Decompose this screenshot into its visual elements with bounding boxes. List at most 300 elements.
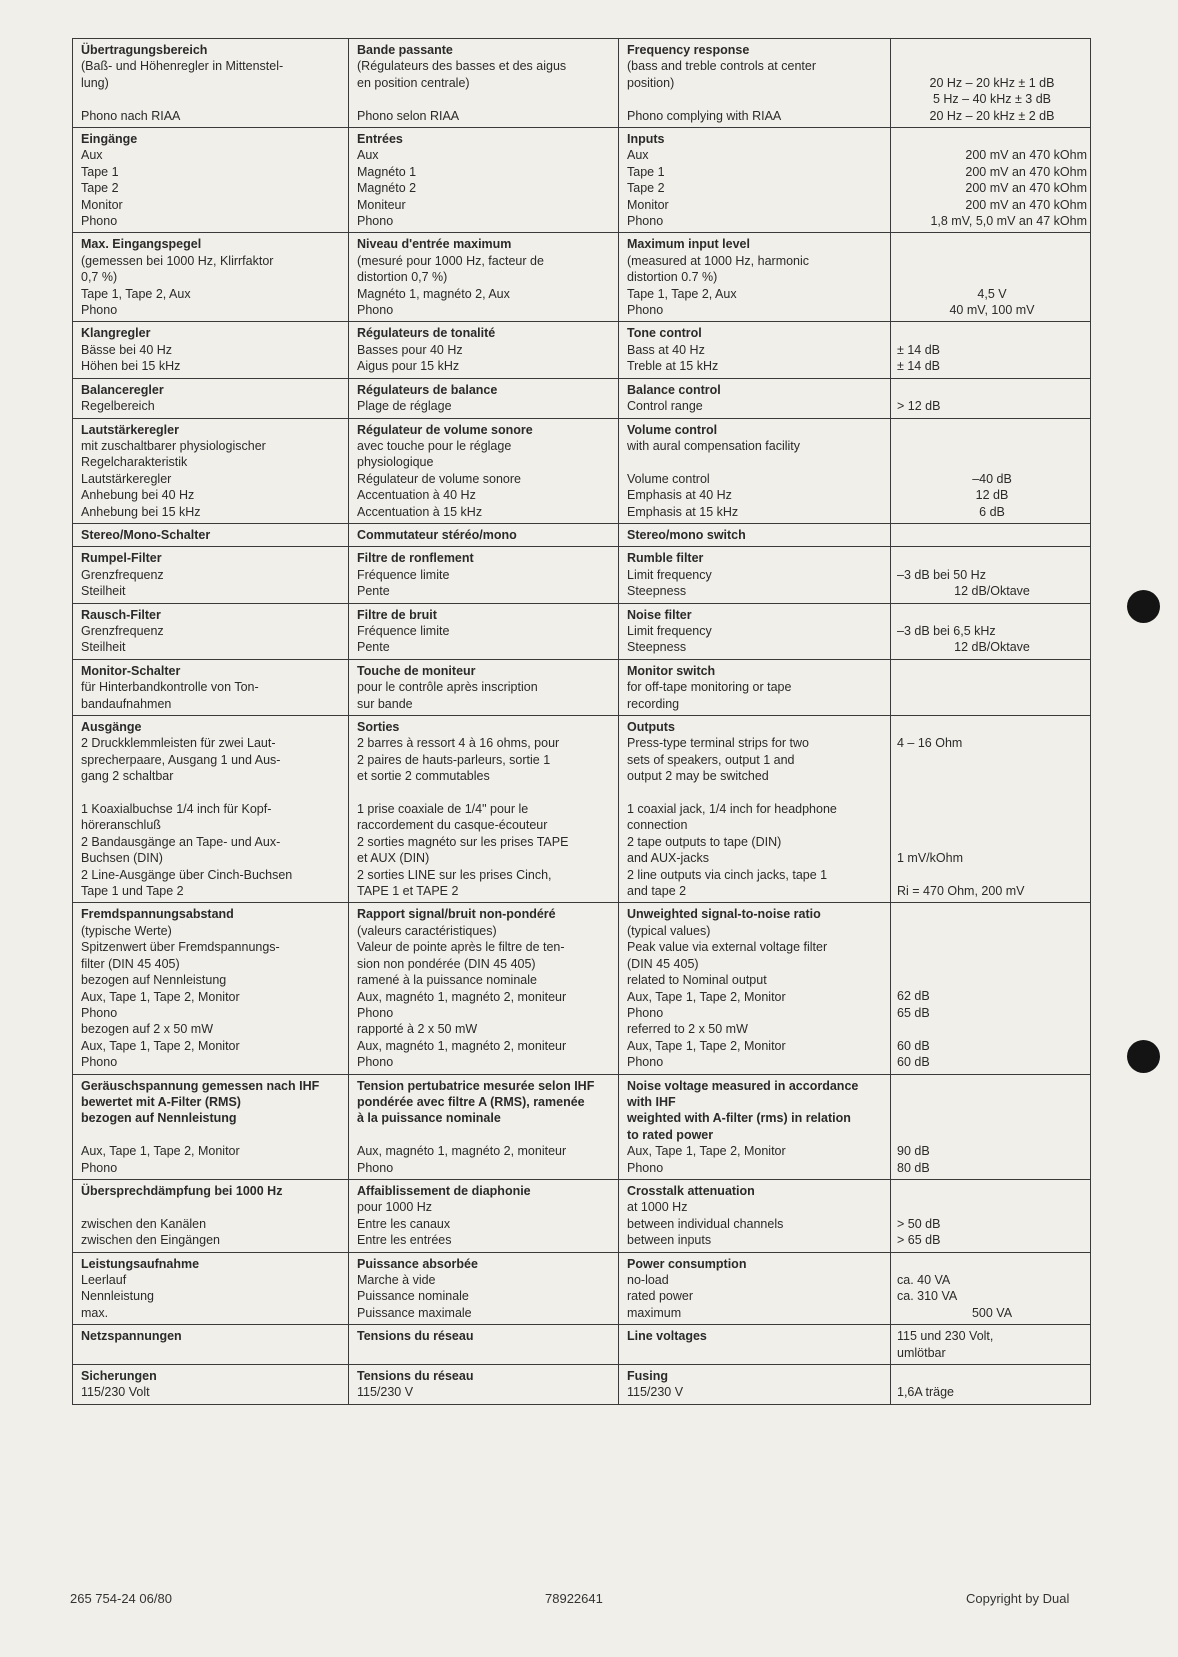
french-cell [349, 1074, 619, 1179]
spec-heading: Übertragungsbereich [81, 43, 208, 57]
spec-line: 2 Druckklemmleisten für zwei Laut- [81, 736, 276, 751]
french-cell [349, 128, 619, 233]
english-cell [619, 1074, 891, 1179]
german-cell [73, 322, 349, 378]
spec-line: connection [627, 818, 688, 833]
spec-heading: Affaiblissement de diaphonie [357, 1183, 531, 1198]
spec-value: –3 dB bei 50 Hz [897, 567, 986, 582]
spec-line: Phono [357, 214, 394, 229]
spec-line: Treble at 15 kHz [627, 359, 719, 374]
spec-heading: Monitor switch [627, 663, 716, 678]
spec-heading: Übersprechdämpfung bei 1000 Hz [81, 1183, 283, 1198]
spec-value [897, 422, 1087, 438]
footer-part-number: 265 754-24 06/80 [70, 1591, 172, 1606]
spec-heading: Fremdspannungsabstand [81, 907, 234, 922]
spec-heading: Noise filter [627, 607, 692, 622]
english-cell [619, 418, 891, 523]
spec-line: Aux [627, 148, 649, 163]
french-cell [349, 1365, 619, 1405]
spec-row [73, 659, 1091, 715]
spec-line: Fréquence limite [357, 623, 450, 638]
value-cell [891, 659, 1091, 715]
spec-line: 2 tape outputs to tape (DIN) [627, 834, 782, 849]
spec-line: 2 Line-Ausgänge über Cinch-Buchsen [81, 867, 293, 882]
spec-heading: Outputs [627, 720, 675, 735]
spec-line [357, 785, 612, 801]
spec-line: Aux, Tape 1, Tape 2, Monitor [81, 1144, 240, 1159]
spec-heading: Régulateur de volume sonore [357, 422, 533, 437]
spec-value [897, 607, 1087, 623]
german-cell [73, 128, 349, 233]
spec-line: distortion 0.7 %) [627, 270, 718, 285]
spec-line [627, 91, 884, 107]
spec-line: Leerlauf [81, 1273, 127, 1287]
spec-line: mit zuschaltbarer physiologischer [81, 438, 266, 453]
spec-heading: Tone control [627, 326, 702, 341]
value-cell [891, 1365, 1091, 1405]
german-cell [73, 39, 349, 128]
spec-line: Accentuation à 15 kHz [357, 504, 483, 519]
spec-heading: Balance control [627, 382, 721, 397]
spec-line: Bass at 40 Hz [627, 342, 705, 357]
spec-line: (typical values) [627, 923, 711, 938]
spec-line: Phono [357, 1005, 394, 1020]
spec-value [897, 382, 1087, 398]
spec-line: 2 Bandausgänge an Tape- und Aux- [81, 834, 281, 849]
spec-line: et AUX (DIN) [357, 851, 430, 866]
spec-value: ca. 40 VA [897, 1272, 951, 1287]
spec-row [73, 547, 1091, 603]
spec-heading: Stereo/Mono-Schalter [81, 527, 211, 542]
spec-line: sets of speakers, output 1 and [627, 752, 795, 767]
spec-line: avec touche pour le réglage [357, 438, 512, 453]
french-cell [349, 1325, 619, 1365]
spec-line: (Régulateurs des basses et des aigus [357, 59, 567, 74]
spec-value [897, 923, 1087, 939]
spec-line: 1 prise coaxiale de 1/4" pour le [357, 802, 529, 817]
spec-line: Phono selon RIAA [357, 108, 460, 123]
spec-heading: Klangregler [81, 326, 151, 341]
spec-heading: Rapport signal/bruit non-pondéré [357, 907, 556, 922]
spec-value [897, 550, 1087, 566]
value-cell [891, 378, 1091, 418]
spec-row [73, 903, 1091, 1074]
spec-line: pour 1000 Hz [357, 1200, 433, 1215]
spec-line: at 1000 Hz [627, 1200, 688, 1215]
spec-line: Aigus pour 15 kHz [357, 359, 460, 374]
spec-value [897, 956, 1087, 972]
german-cell [73, 418, 349, 523]
spec-line: Tape 1 und Tape 2 [81, 884, 184, 899]
spec-line: Steilheit [81, 640, 126, 655]
spec-line: Regelbereich [81, 399, 155, 414]
spec-heading: Entrées [357, 132, 403, 147]
spec-line: Phono [81, 1160, 118, 1175]
spec-value: 200 mV an 470 kOhm [965, 181, 1087, 196]
spec-line: (gemessen bei 1000 Hz, Klirrfaktor [81, 253, 274, 268]
spec-row [73, 523, 1091, 546]
spec-line: and AUX-jacks [627, 851, 709, 866]
english-cell [619, 523, 891, 546]
spec-value [897, 972, 1087, 988]
german-cell [73, 1074, 349, 1179]
spec-line: Phono [627, 1160, 664, 1175]
spec-line [81, 91, 342, 107]
german-cell [73, 659, 349, 715]
spec-line: Phono [627, 1055, 664, 1070]
english-cell [619, 603, 891, 659]
spec-line: Limit frequency [627, 623, 712, 638]
spec-value [897, 1094, 1087, 1110]
spec-heading: Sicherungen [81, 1369, 157, 1384]
spec-line: Grenzfrequenz [81, 623, 164, 638]
spec-line: pour le contrôle après inscription [357, 680, 538, 695]
spec-line: Phono [627, 303, 664, 318]
spec-line: (mesuré pour 1000 Hz, facteur de [357, 253, 544, 268]
spec-heading: Filtre de bruit [357, 607, 437, 622]
spec-line: Fréquence limite [357, 567, 450, 582]
spec-line: Grenzfrequenz [81, 567, 164, 582]
german-cell [73, 233, 349, 322]
spec-heading: to rated power [627, 1127, 714, 1142]
spec-line: Limit frequency [627, 567, 712, 582]
value-cell [891, 716, 1091, 903]
value-cell [891, 128, 1091, 233]
spec-heading: Leistungsaufnahme [81, 1256, 200, 1271]
spec-value: 12 dB/Oktave [954, 584, 1030, 599]
spec-row [73, 1252, 1091, 1325]
spec-line: Phono [357, 1055, 394, 1070]
spec-line: for off-tape monitoring or tape [627, 680, 792, 695]
german-cell [73, 903, 349, 1074]
spec-value [897, 438, 1087, 454]
spec-line [357, 91, 612, 107]
spec-line: für Hinterbandkontrolle von Ton- [81, 680, 259, 695]
spec-heading: weighted with A-filter (rms) in relation [627, 1111, 851, 1126]
spec-line: 1 coaxial jack, 1/4 inch for headphone [627, 802, 837, 817]
spec-row [73, 233, 1091, 322]
spec-line: 2 line outputs via cinch jacks, tape 1 [627, 867, 828, 882]
spec-heading: Unweighted signal-to-noise ratio [627, 907, 821, 922]
spec-heading: Noise voltage measured in accordance [627, 1078, 859, 1093]
value-cell [891, 603, 1091, 659]
spec-line: zwischen den Eingängen [81, 1233, 220, 1248]
english-cell [619, 39, 891, 128]
spec-line: gang 2 schaltbar [81, 769, 174, 784]
spec-value [897, 454, 1087, 470]
english-cell [619, 716, 891, 903]
spec-line: Tape 1, Tape 2, Aux [81, 286, 191, 301]
spec-line: sion non pondérée (DIN 45 405) [357, 956, 536, 971]
spec-line: maximum [627, 1305, 682, 1320]
spec-line: output 2 may be switched [627, 769, 769, 784]
spec-line: between inputs [627, 1233, 712, 1248]
french-cell [349, 1179, 619, 1252]
spec-line: 2 sorties magnéto sur les prises TAPE [357, 834, 569, 849]
spec-heading: à la puissance nominale [357, 1111, 501, 1126]
spec-line: Basses pour 40 Hz [357, 342, 463, 357]
spec-line: filter (DIN 45 405) [81, 956, 180, 971]
german-cell [73, 603, 349, 659]
specifications-table [72, 38, 1091, 1405]
english-cell [619, 903, 891, 1074]
english-cell [619, 233, 891, 322]
value-cell [891, 1074, 1091, 1179]
spec-heading: Touche de moniteur [357, 663, 476, 678]
spec-line: Tape 1, Tape 2, Aux [627, 286, 737, 301]
spec-line: lung) [81, 75, 109, 90]
spec-value [897, 236, 1087, 252]
spec-line: Phono nach RIAA [81, 108, 181, 123]
spec-line: Spitzenwert über Fremdspannungs- [81, 940, 280, 955]
spec-heading: Line voltages [627, 1329, 707, 1344]
spec-heading: Volume control [627, 422, 718, 437]
french-cell [349, 716, 619, 903]
spec-value [897, 906, 1087, 922]
spec-value: > 65 dB [897, 1233, 941, 1248]
german-cell [73, 378, 349, 418]
spec-line: referred to 2 x 50 mW [627, 1022, 748, 1037]
spec-line: Regelcharakteristik [81, 455, 188, 470]
spec-heading: Tension pertubatrice mesurée selon IHF [357, 1078, 595, 1093]
spec-line: with aural compensation facility [627, 438, 800, 453]
spec-line: Régulateur de volume sonore [357, 471, 521, 486]
spec-value [897, 817, 1087, 833]
german-cell [73, 1325, 349, 1365]
french-cell [349, 378, 619, 418]
spec-value: 90 dB [897, 1144, 930, 1159]
spec-value [897, 1256, 1087, 1272]
spec-value: 500 VA [971, 1305, 1013, 1320]
spec-value [897, 768, 1087, 784]
spec-row [73, 1325, 1091, 1365]
spec-value [897, 719, 1087, 735]
spec-value: 6 dB [979, 504, 1005, 519]
spec-value: ± 14 dB [897, 359, 940, 374]
spec-line: raccordement du casque-écouteur [357, 818, 548, 833]
spec-line: Entre les entrées [357, 1233, 452, 1248]
spec-heading: Netzspannungen [81, 1329, 182, 1344]
spec-value: 20 Hz – 20 kHz ± 1 dB [929, 75, 1055, 90]
german-cell [73, 1365, 349, 1405]
spec-heading: Rumble filter [627, 551, 704, 566]
spec-line: en position centrale) [357, 75, 470, 90]
spec-line: Magnéto 1 [357, 164, 417, 179]
french-cell [349, 547, 619, 603]
spec-heading: Balanceregler [81, 382, 164, 397]
spec-line: Anhebung bei 15 kHz [81, 504, 201, 519]
spec-row [73, 418, 1091, 523]
spec-value: ± 14 dB [897, 342, 940, 357]
spec-line: Plage de réglage [357, 399, 452, 414]
spec-value [897, 1078, 1087, 1094]
french-cell [349, 418, 619, 523]
value-cell [891, 233, 1091, 322]
spec-value: 115 und 230 Volt, [897, 1329, 994, 1344]
spec-value: –40 dB [972, 471, 1012, 486]
spec-value [897, 663, 1087, 679]
spec-heading: Tensions du réseau [357, 1329, 474, 1344]
spec-value [897, 58, 1087, 74]
spec-row [73, 603, 1091, 659]
value-cell [891, 322, 1091, 378]
spec-value [897, 1368, 1087, 1384]
spec-value [897, 1110, 1087, 1126]
french-cell [349, 603, 619, 659]
value-cell [891, 418, 1091, 523]
spec-line: Anhebung bei 40 Hz [81, 488, 195, 503]
spec-value: 12 dB/Oktave [954, 640, 1030, 655]
spec-line: Control range [627, 399, 703, 414]
spec-line: Magnéto 1, magnéto 2, Aux [357, 286, 510, 301]
spec-line: rapporté à 2 x 50 mW [357, 1022, 478, 1037]
spec-line: et sortie 2 commutables [357, 769, 490, 784]
spec-line [81, 1199, 342, 1215]
spec-line: 115/230 Volt [81, 1385, 150, 1400]
spec-row [73, 1179, 1091, 1252]
english-cell [619, 1252, 891, 1325]
spec-value: 1,8 mV, 5,0 mV an 47 kOhm [930, 214, 1087, 229]
spec-line [627, 785, 884, 801]
spec-value [897, 269, 1087, 285]
spec-line: Steilheit [81, 584, 126, 599]
spec-line: Accentuation à 40 Hz [357, 488, 476, 503]
spec-value: –3 dB bei 6,5 kHz [897, 623, 996, 638]
spec-value: 40 mV, 100 mV [949, 303, 1035, 318]
spec-line: bandaufnahmen [81, 696, 172, 711]
spec-line: Nennleistung [81, 1289, 154, 1304]
spec-heading: Power consumption [627, 1256, 747, 1271]
spec-value: 65 dB [897, 1005, 930, 1020]
spec-value [897, 1183, 1087, 1199]
english-cell [619, 128, 891, 233]
spec-value: > 50 dB [897, 1216, 941, 1231]
english-cell [619, 1365, 891, 1405]
spec-line: Buchsen (DIN) [81, 851, 163, 866]
spec-value [897, 1199, 1087, 1215]
spec-value: 20 Hz – 20 kHz ± 2 dB [929, 108, 1055, 123]
spec-line: Emphasis at 40 Hz [627, 488, 732, 503]
spec-line [627, 454, 884, 470]
spec-line: Aux [357, 148, 379, 163]
spec-line [81, 785, 342, 801]
english-cell [619, 659, 891, 715]
spec-line: Phono [357, 303, 394, 318]
spec-heading: Stereo/mono switch [627, 527, 746, 542]
spec-heading: Puissance absorbée [357, 1256, 478, 1271]
spec-line: 1 Koaxialbuchse 1/4 inch für Kopf- [81, 802, 272, 817]
spec-heading: Ausgänge [81, 720, 142, 735]
spec-value [897, 801, 1087, 817]
spec-value: > 12 dB [897, 399, 941, 414]
spec-line: Pente [357, 640, 390, 655]
spec-line: Tape 1 [627, 164, 665, 179]
spec-value: 4,5 V [977, 286, 1007, 301]
spec-line: Moniteur [357, 197, 406, 212]
specifications-body [73, 39, 1091, 1405]
spec-line: (valeurs caractéristiques) [357, 923, 497, 938]
spec-line: (DIN 45 405) [627, 956, 699, 971]
german-cell [73, 716, 349, 903]
value-cell [891, 1252, 1091, 1325]
spec-value: 60 dB [897, 1038, 930, 1053]
spec-line: bezogen auf 2 x 50 mW [81, 1022, 214, 1037]
french-cell [349, 523, 619, 546]
spec-line: Phono complying with RIAA [627, 108, 782, 123]
footer-copyright: Copyright by Dual [966, 1591, 1070, 1606]
spec-value: 12 dB [975, 488, 1009, 503]
spec-line: Tape 2 [627, 181, 665, 196]
english-cell [619, 378, 891, 418]
spec-line: Emphasis at 15 kHz [627, 504, 739, 519]
spec-line: Marche à vide [357, 1273, 436, 1287]
spec-heading: Régulateurs de tonalité [357, 326, 496, 341]
spec-value: 60 dB [897, 1055, 930, 1070]
german-cell [73, 523, 349, 546]
spec-value: ca. 310 VA [897, 1289, 958, 1304]
spec-line: Monitor [627, 197, 669, 212]
spec-line: Aux, magnéto 1, magnéto 2, moniteur [357, 989, 567, 1004]
spec-line: 2 barres à ressort 4 à 16 ohms, pour [357, 736, 560, 751]
english-cell [619, 1325, 891, 1365]
spec-line: Phono [357, 1160, 394, 1175]
spec-line: Aux, Tape 1, Tape 2, Monitor [81, 989, 240, 1004]
spec-heading: Geräuschspannung gemessen nach IHF [81, 1078, 320, 1093]
spec-value [897, 939, 1087, 955]
spec-value [897, 1127, 1087, 1143]
spec-line: (measured at 1000 Hz, harmonic [627, 253, 810, 268]
spec-heading: bewertet mit A-Filter (RMS) [81, 1094, 241, 1109]
french-cell [349, 233, 619, 322]
french-cell [349, 1252, 619, 1325]
spec-value [897, 131, 1087, 147]
spec-line: Aux [81, 148, 103, 163]
english-cell [619, 547, 891, 603]
spec-line: (typische Werte) [81, 923, 172, 938]
value-cell [891, 903, 1091, 1074]
french-cell [349, 903, 619, 1074]
spec-heading: Sorties [357, 720, 400, 735]
spec-value: 5 Hz – 40 kHz ± 3 dB [932, 92, 1052, 107]
spec-line: höreranschluß [81, 818, 161, 833]
spec-heading: pondérée avec filtre A (RMS), ramenée [357, 1094, 585, 1109]
spec-value [897, 785, 1087, 801]
spec-line: distortion 0,7 %) [357, 270, 448, 285]
value-cell [891, 1325, 1091, 1365]
spec-value [897, 834, 1087, 850]
spec-heading: Eingänge [81, 132, 138, 147]
spec-line: bezogen auf Nennleistung [81, 973, 227, 988]
spec-line: (bass and treble controls at center [627, 59, 816, 74]
spec-heading: Commutateur stéréo/mono [357, 527, 517, 542]
spec-heading: Fusing [627, 1369, 668, 1384]
spec-heading: bezogen auf Nennleistung [81, 1111, 237, 1126]
spec-value: umlötbar [897, 1345, 946, 1360]
spec-line: Peak value via external voltage filter [627, 940, 828, 955]
spec-line: Aux, Tape 1, Tape 2, Monitor [81, 1038, 240, 1053]
spec-heading: Régulateurs de balance [357, 382, 498, 397]
spec-line: sur bande [357, 696, 413, 711]
spec-line: Lautstärkeregler [81, 471, 172, 486]
french-cell [349, 39, 619, 128]
spec-line: Aux, magnéto 1, magnéto 2, moniteur [357, 1038, 567, 1053]
spec-line: Puissance maximale [357, 1305, 472, 1320]
spec-value [897, 752, 1087, 768]
spec-line: Magnéto 2 [357, 181, 417, 196]
spec-line: 115/230 V [357, 1385, 414, 1400]
spec-line: Steepness [627, 640, 687, 655]
spec-line: Volume control [627, 471, 710, 486]
